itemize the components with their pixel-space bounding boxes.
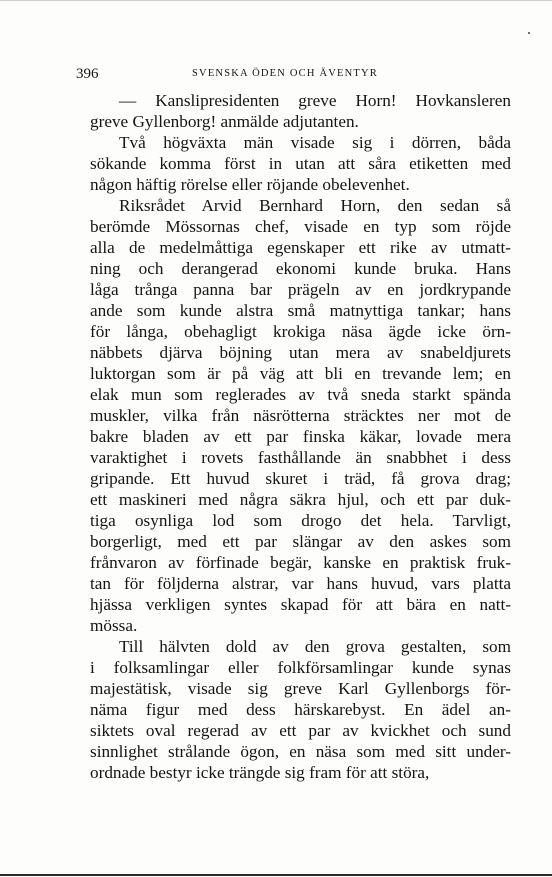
text-line: sinnlighet strålande ögon, en näsa som med sitt under- xyxy=(90,742,511,761)
text-line: luktorgan som är på väg att bli en trevande lem; en xyxy=(90,364,511,383)
text-line: ande som kunde alstra små matnyttiga tankar; hans xyxy=(90,301,511,320)
text-line: näma figur med dess härskarebyst. En ädel an- xyxy=(90,700,511,719)
text-line: gripande. Ett huvud skuret i träd, få grova drag; xyxy=(90,469,511,488)
paragraph xyxy=(90,132,511,195)
text-line: tiga osynliga lod som drogo det hela. Tarvligt, xyxy=(90,511,511,530)
text-line: Två högväxta män visade sig i dörren, båda xyxy=(119,133,511,152)
text-line: varaktighet i rovets fasthållande än snabbhet i dess xyxy=(90,448,511,467)
text-line: greve Gyllenborg! anmälde adjutanten. xyxy=(90,112,359,131)
text-line: i folksamlingar eller folkförsamlingar kunde synas xyxy=(90,658,511,677)
page-number: 396 xyxy=(76,66,99,82)
text-line: — Kanslipresidenten greve Horn! Hovkansleren xyxy=(119,91,511,110)
text-line: sökande komma först in utan att såra etiketten med xyxy=(90,154,511,173)
text-line: låga trånga panna bar prägeln av en jordkrypande xyxy=(90,280,511,299)
running-title: SVENSKA ÖDEN OCH ÄVENTYR xyxy=(192,68,379,79)
text-line: ning och derangerad ekonomi kunde bruka. Hans xyxy=(90,259,511,278)
body-text xyxy=(90,90,511,783)
text-line: mössa. xyxy=(90,616,138,635)
text-line: muskler, vilka från näsrötterna sträcktes ner mot de xyxy=(90,406,511,425)
text-line: Riksrådet Arvid Bernhard Horn, den sedan så xyxy=(119,196,511,215)
text-line: någon häftig rörelse eller röjande obelevenhet. xyxy=(90,175,410,194)
page-top-edge xyxy=(0,0,552,1)
text-line: frånvaron av förfinade begär, kanske en praktisk fruk- xyxy=(90,553,511,572)
paragraph xyxy=(90,195,511,636)
text-line: borgerligt, med ett par slängar av den askes som xyxy=(90,532,511,551)
text-line: för långa, obehagligt krokiga näsa ägde icke örn- xyxy=(90,322,511,341)
text-line: näbbets djärva böjning utan mera av snabeldjurets xyxy=(90,343,511,362)
text-line: ett maskineri med några säkra hjul, och ett par duk- xyxy=(90,490,511,509)
text-line: ordnade bestyr icke trängde sig fram för att störa, xyxy=(90,763,430,782)
page-header xyxy=(76,66,516,82)
text-line: bakre bladen av ett par finska käkar, lovade mera xyxy=(90,427,511,446)
text-line: majestätisk, visade sig greve Karl Gyllenborgs för- xyxy=(90,679,511,698)
text-line: elak mun som reglerades av två sneda starkt spända xyxy=(90,385,511,404)
text-line: hjässa verkligen syntes skapad för att bära en natt- xyxy=(90,595,511,614)
text-line: Till hälvten dold av den grova gestalten, som xyxy=(119,637,511,656)
print-speck xyxy=(528,32,530,34)
text-line: tan för följderna alstrar, var hans huvud, vars platta xyxy=(90,574,511,593)
paragraph xyxy=(90,636,511,783)
paragraph xyxy=(90,90,511,132)
text-line: siktets oval regerad av ett par av kvickhet och sund xyxy=(90,721,511,740)
page-bottom-edge xyxy=(0,874,552,876)
text-line: alla de medelmåttiga egenskaper ett rike av utmatt- xyxy=(90,238,511,257)
text-line: berömde Mössornas chef, visade en typ som röjde xyxy=(90,217,511,236)
